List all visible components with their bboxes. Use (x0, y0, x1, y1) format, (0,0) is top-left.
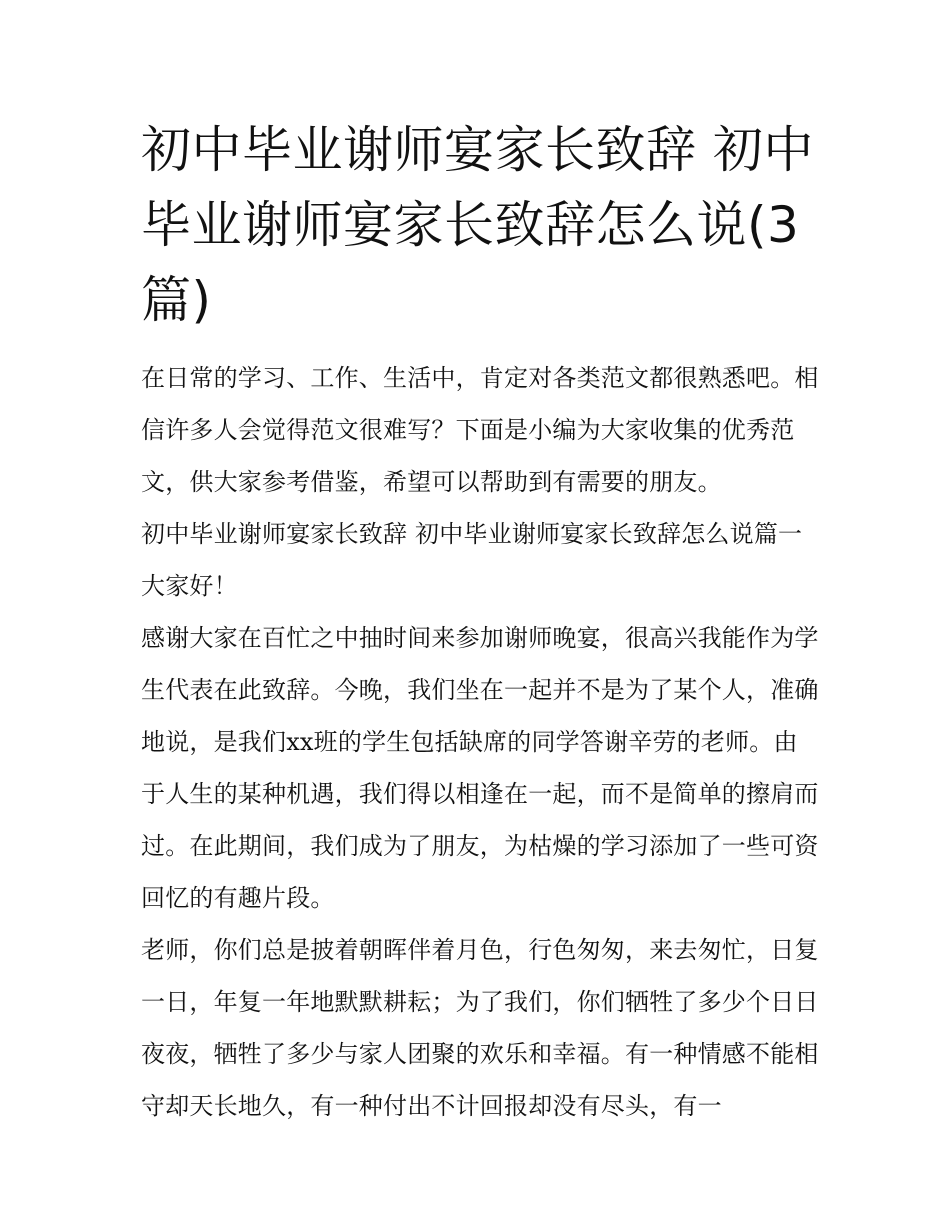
paragraph-body-2: 老师，你们总是披着朝晖伴着月色，行色匆匆，来去匆忙，日复一日，年复一年地默默耕耘；为了我们，你们牺牲了多少个日日夜夜，牺牲了多少与家人团聚的欢乐和幸福。有一种情感不能相守却天长地久，有一种付出不计回报却没有尽头，有一 (141, 936, 819, 1120)
paragraph-body-1: 感谢大家在百忙之中抽时间来参加谢师晚宴，很高兴我能作为学生代表在此致辞。今晚，我们坐在一起并不是为了某个人，准确地说，是我们xx班的学生包括缺席的同学答谢辛劳的老师。由于人生的某种机遇，我们得以相逢在一起，而不是简单的擦肩而过。在此期间，我们成为了朋友，为枯燥的学习添加了一些可资回忆的有趣片段。 (141, 624, 819, 912)
document-body (141, 113, 821, 1132)
document-title: 初中毕业谢师宴家长致辞 初中毕业谢师宴家长致辞怎么说(3篇) (141, 121, 814, 329)
paragraph-intro: 在日常的学习、工作、生活中，肯定对各类范文都很熟悉吧。相信许多人会觉得范文很难写？下面是小编为大家收集的优秀范文，供大家参考借鉴，希望可以帮助到有需要的朋友。 (141, 364, 819, 496)
paragraph-section-heading: 初中毕业谢师宴家长致辞 初中毕业谢师宴家长致辞怎么说篇一 大家好！ (141, 520, 803, 600)
